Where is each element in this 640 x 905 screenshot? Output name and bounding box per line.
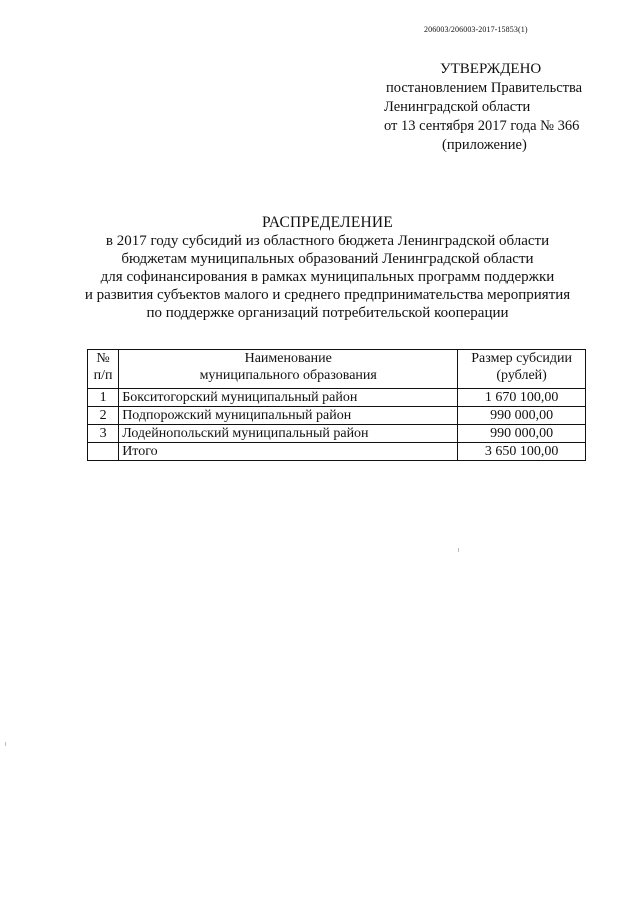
approval-note: (приложение) — [442, 137, 527, 153]
table-header-row — [88, 350, 586, 389]
row-name: Бокситогорский муниципальный район — [119, 389, 458, 407]
row-amount: 990 000,00 — [458, 425, 586, 443]
total-label: Итого — [119, 443, 458, 461]
header-amount: Размер субсидии (рублей) — [458, 350, 586, 389]
row-name: Подпорожский муниципальный район — [119, 407, 458, 425]
approval-line: Ленинградской области — [384, 99, 531, 115]
table-row — [88, 407, 586, 425]
total-num — [88, 443, 119, 461]
title-line: в 2017 году субсидий из областного бюджета Ленинградской области — [105, 233, 550, 249]
scan-speck — [5, 742, 6, 746]
approval-title: УТВЕРЖДЕНО — [440, 61, 542, 77]
table-total-row — [88, 443, 586, 461]
scan-speck — [458, 548, 459, 552]
document-number: 206003/206003-2017-15853(1) — [424, 25, 528, 34]
title-line: и развития субъектов малого и среднего предпринимательства мероприятия — [84, 287, 571, 303]
total-amount: 3 650 100,00 — [458, 443, 586, 461]
title-heading: РАСПРЕДЕЛЕНИЕ — [262, 214, 393, 231]
row-num: 2 — [88, 407, 119, 425]
distribution-table — [87, 349, 586, 461]
row-name: Лодейнопольский муниципальный район — [119, 425, 458, 443]
row-amount: 1 670 100,00 — [458, 389, 586, 407]
header-num: № п/п — [88, 350, 119, 389]
table-row — [88, 425, 586, 443]
approval-date-line: от 13 сентября 2017 года № 366 — [384, 118, 580, 134]
table-row — [88, 389, 586, 407]
document-title — [40, 214, 615, 322]
row-num: 1 — [88, 389, 119, 407]
row-amount: 990 000,00 — [458, 407, 586, 425]
header-name: Наименование муниципального образования — [119, 350, 458, 389]
title-line: для софинансирования в рамках муниципальных программ поддержки — [100, 269, 555, 285]
approval-line: постановлением Правительства — [386, 80, 583, 96]
title-line: бюджетам муниципальных образований Ленинградской области — [121, 251, 534, 267]
title-line: по поддержке организаций потребительской кооперации — [146, 305, 509, 321]
row-num: 3 — [88, 425, 119, 443]
approval-stamp — [384, 60, 594, 155]
